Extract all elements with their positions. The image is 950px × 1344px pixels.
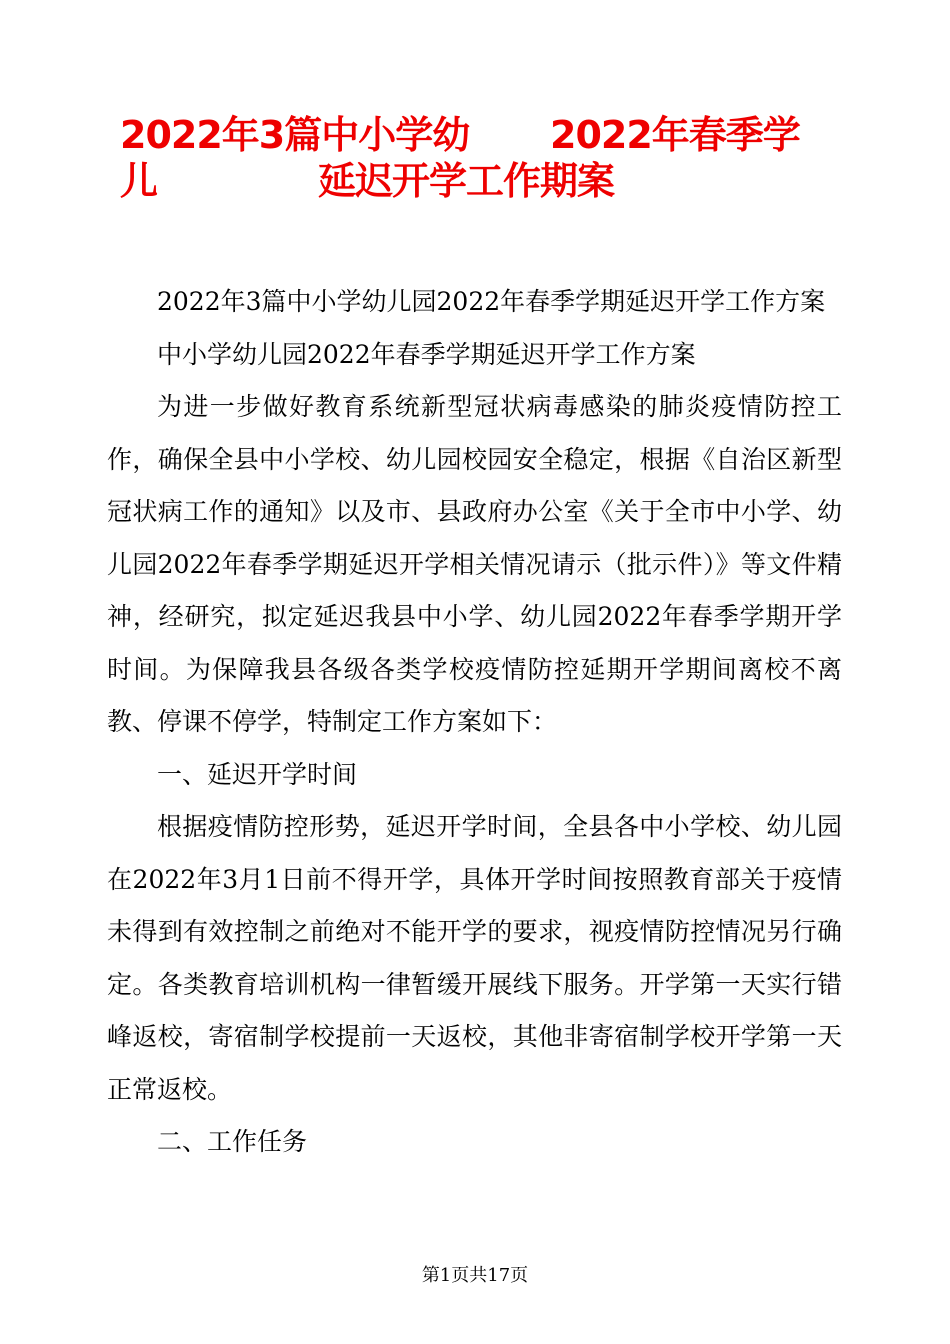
paragraph-subtitle: 中小学幼儿园2022年春季学期延迟开学工作方案 xyxy=(157,339,696,369)
paragraph-doc-heading: 2022年3篇中小学幼儿园2022年春季学期延迟开学工作方案 xyxy=(157,287,826,316)
document-body xyxy=(107,276,842,1169)
title-part-2: 儿 xyxy=(120,159,158,203)
page-number-footer: 第1页共17页 xyxy=(421,1265,529,1286)
title-part-1: 2022年3篇中小学幼 xyxy=(120,113,470,157)
section-heading-2: 二、工作任务 xyxy=(157,1127,308,1156)
paragraph-intro: 为进一步做好教育系统新型冠状病毒感染的肺炎疫情防控工作，确保全县中小学校、幼儿园校园安全稳定，根据《自治区新型冠状病工作的通知》以及市、县政府办公室《关于全市中小学、幼儿园2022年春季学期延迟开学相关情况请示（批示件）》等文件精神，经研究，拟定延迟我县中小学、幼儿园2022年春季学期开学时间。为保障我县各级各类学校疫情防控延期开学期间离校不离教、停课不停学，特制定工作方案如下： xyxy=(107,392,842,736)
paragraph-section-1: 根据疫情防控形势，延迟开学时间，全县各中小学校、幼儿园在2022年3月1日前不得开学，具体开学时间按照教育部关于疫情未得到有效控制之前绝对不能开学的要求，视疫情防控情况另行确定。各类教育培训机构一律暂缓开展线下服务。开学第一天实行错峰返校，寄宿制学校提前一天返校，其他非寄宿制学校开学第一天正常返校。 xyxy=(107,812,842,1104)
section-heading-1: 一、延迟开学时间 xyxy=(157,759,358,789)
title-part-4: 延迟开学工作期案 xyxy=(318,159,615,203)
title-part-3: 2022年春季学 xyxy=(550,113,800,157)
